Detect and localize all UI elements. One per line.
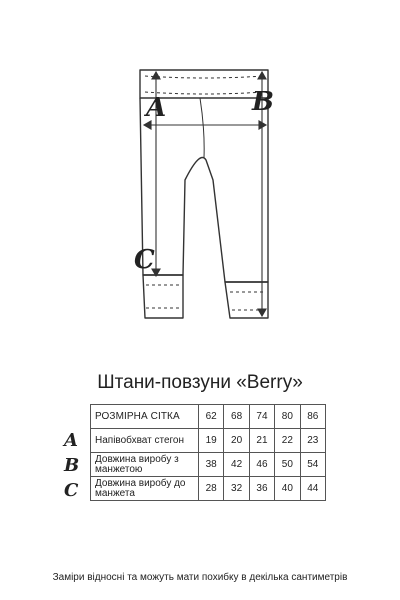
row-letter-a: A <box>64 430 78 451</box>
size-column-header: 68 <box>224 405 249 429</box>
table-cell: 42 <box>224 453 249 477</box>
size-column-header: 62 <box>199 405 224 429</box>
table-cell: 44 <box>300 477 325 501</box>
row-label: Довжина виробу з манжетою <box>91 453 199 477</box>
table-cell: 38 <box>199 453 224 477</box>
table-cell: 54 <box>300 453 325 477</box>
table-row <box>91 429 326 453</box>
row-letter-b: B <box>64 455 80 476</box>
table-cell: 20 <box>224 429 249 453</box>
table-row <box>91 453 326 477</box>
table-cell: 23 <box>300 429 325 453</box>
table-cell: 19 <box>199 429 224 453</box>
size-table <box>90 404 326 501</box>
table-cell: 32 <box>224 477 249 501</box>
table-header-row <box>91 405 326 429</box>
row-label: Довжина виробу до манжета <box>91 477 199 501</box>
size-column-header: 80 <box>275 405 300 429</box>
table-cell: 36 <box>249 477 274 501</box>
table-cell: 46 <box>249 453 274 477</box>
table-cell: 50 <box>275 453 300 477</box>
measure-label-c: C <box>134 245 155 275</box>
table-cell: 28 <box>199 477 224 501</box>
measure-label-a: A <box>146 93 167 123</box>
table-row <box>91 477 326 501</box>
table-cell: 40 <box>275 477 300 501</box>
size-column-header: 86 <box>300 405 325 429</box>
table-header-label: РОЗМІРНА СІТКА <box>91 405 199 429</box>
size-column-header: 74 <box>249 405 274 429</box>
table-cell: 21 <box>249 429 274 453</box>
left-cuff <box>143 275 183 318</box>
row-label: Напівобхват стегон <box>91 429 199 453</box>
table-cell: 22 <box>275 429 300 453</box>
product-title: Штани-повзуни «Berry» <box>97 372 303 393</box>
footer-note: Заміри відносні та можуть мати похибку в декілька сантиметрів <box>52 572 348 583</box>
measure-label-b: B <box>252 87 274 117</box>
pants-body-outline <box>140 98 268 282</box>
row-letter-c: C <box>64 480 79 501</box>
